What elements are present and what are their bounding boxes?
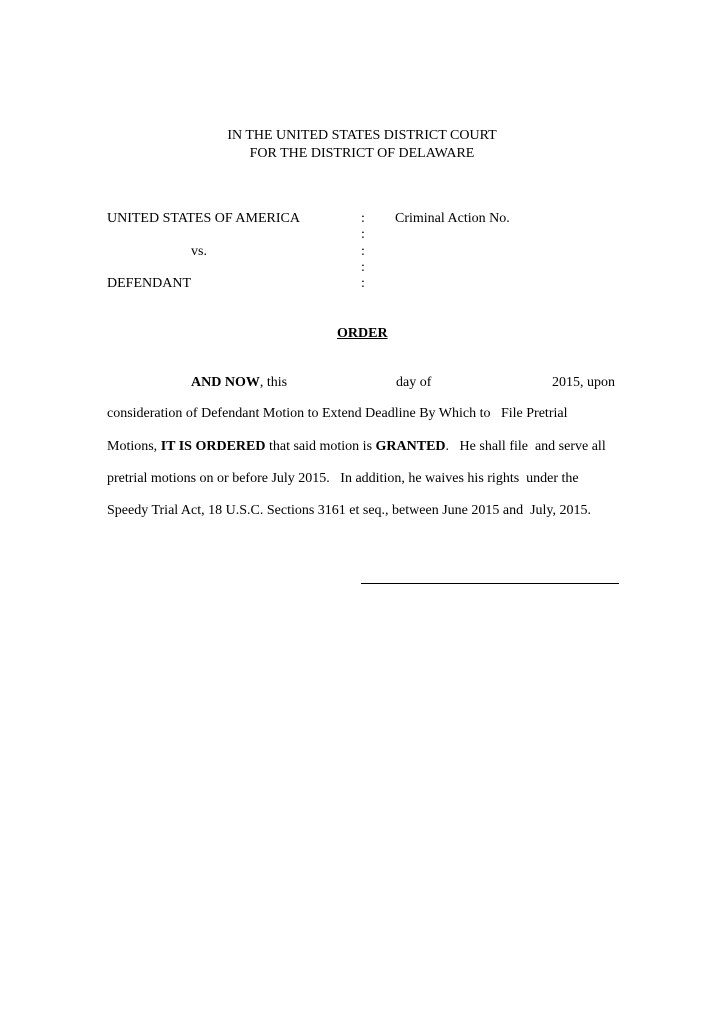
it-is-ordered-text: IT IS ORDERED [160, 439, 266, 454]
court-district-line: FOR THE DISTRICT OF DELAWARE [249, 146, 475, 161]
motions-text: Motions, [107, 439, 161, 454]
caption-separator: : [361, 211, 365, 226]
body-line-1-start [191, 375, 287, 391]
caption-separator: : [361, 260, 365, 275]
body-line-2: consideration of Defendant Motion to Extend Deadline By Which to File Pretrial [107, 406, 568, 421]
caption-separator: : [361, 227, 365, 242]
body-line-4: pretrial motions on or before July 2015. In addition, he waives his rights under the [107, 471, 579, 486]
court-name-line: IN THE UNITED STATES DISTRICT COURT [227, 128, 497, 143]
and-now-text: AND NOW [191, 375, 260, 390]
granted-text: GRANTED [375, 439, 446, 454]
caption-separator: : [361, 276, 365, 291]
case-number-label: Criminal Action No. [395, 211, 510, 226]
this-text: , this [259, 375, 288, 390]
year-upon-text: 2015, upon [552, 375, 615, 390]
defendant-name: DEFENDANT [107, 276, 191, 291]
order-title: ORDER [337, 326, 388, 341]
caption-separator: : [361, 244, 365, 259]
versus-label: vs. [191, 244, 207, 259]
signature-line [361, 583, 619, 584]
plaintiff-name: UNITED STATES OF AMERICA [107, 211, 300, 226]
body-line-3 [107, 439, 606, 455]
shall-file-text: . He shall file and serve all [445, 439, 606, 454]
day-of-text: day of [396, 375, 432, 390]
body-line-5: Speedy Trial Act, 18 U.S.C. Sections 3161 et seq., between June 2015 and July, 2015. [107, 503, 592, 518]
said-motion-text: that said motion is [265, 439, 376, 454]
